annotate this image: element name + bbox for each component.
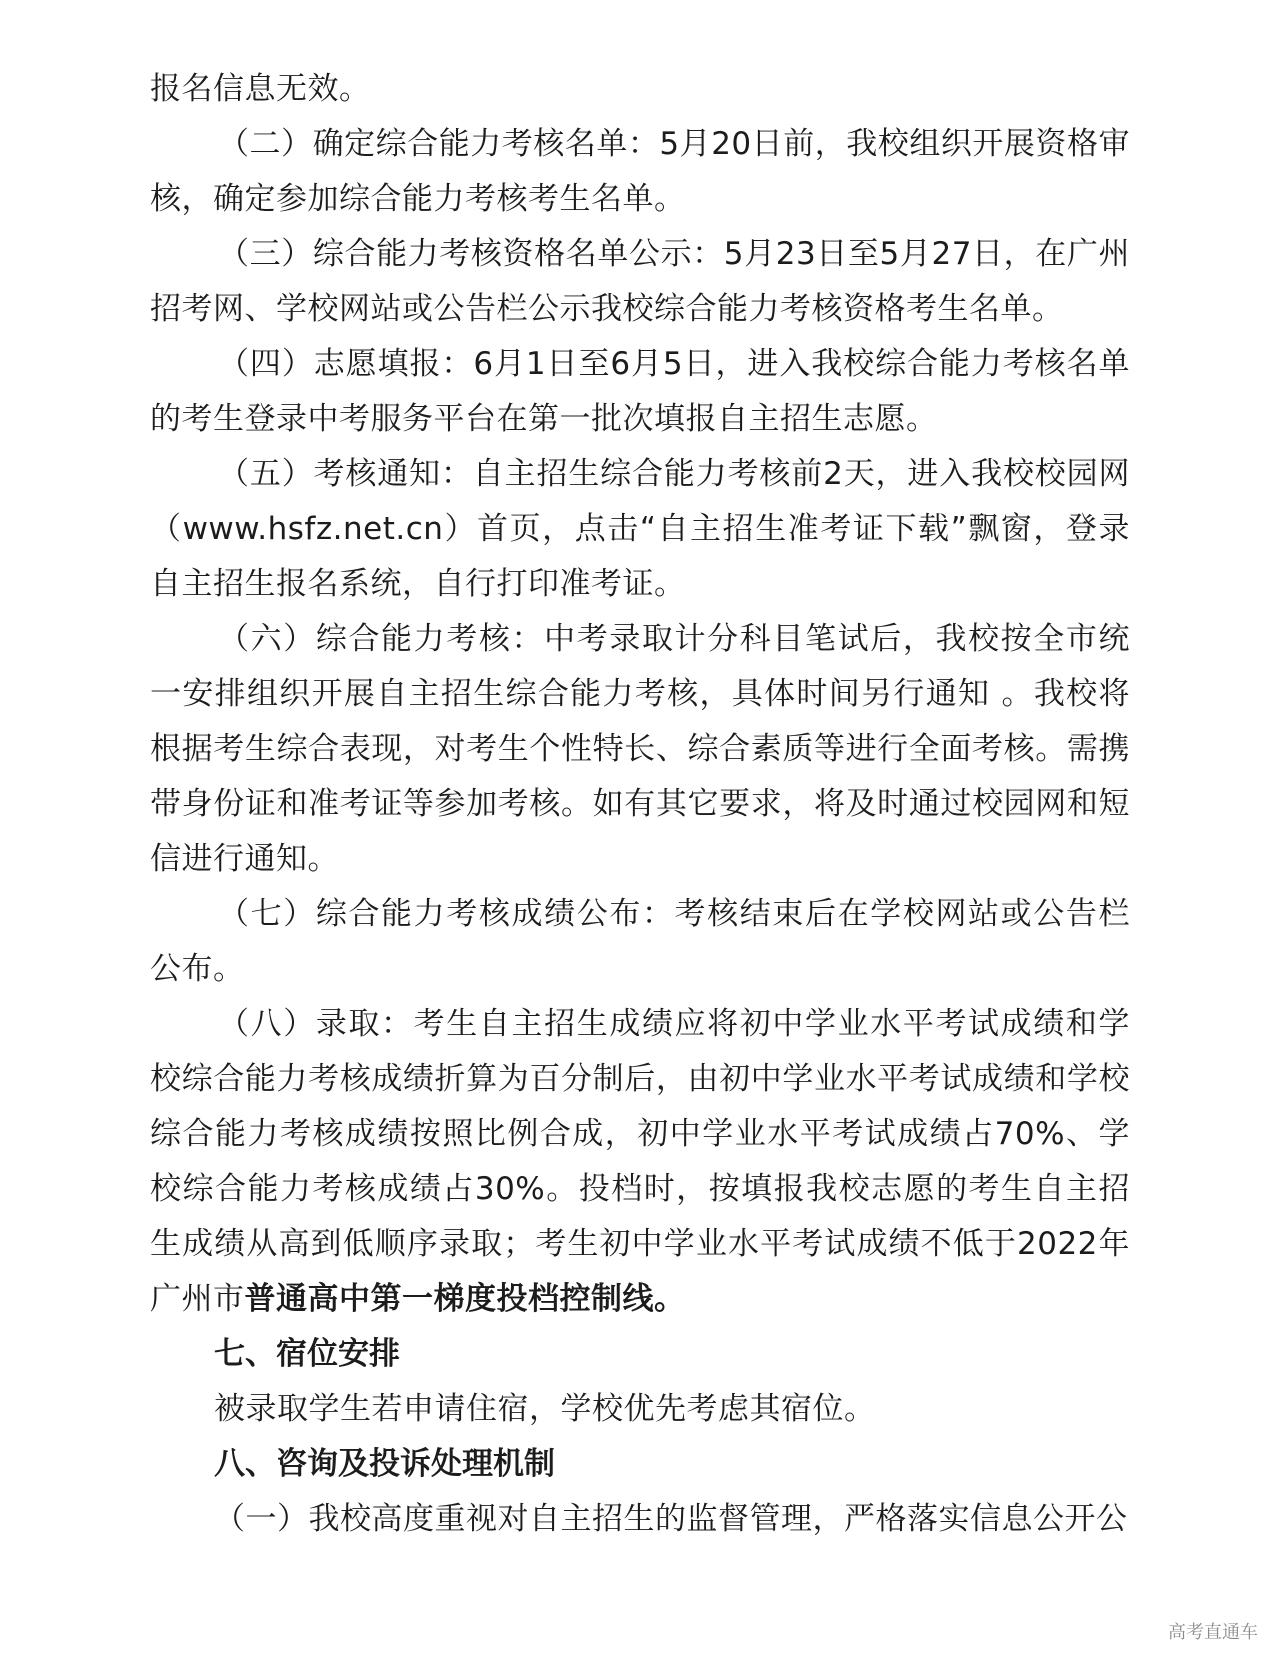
paragraph-item-8-bold-text: 普通高中第一梯度投档控制线。: [244, 1281, 686, 1317]
paragraph-item-4: （四）志愿填报：6月1日至6月5日，进入我校综合能力考核名单的考生登录中考服务平台在第一批次填报自主招生志愿。: [150, 346, 1130, 437]
paragraph-item-7: （七）综合能力考核成绩公布：考核结束后在学校网站或公告栏公布。: [150, 896, 1130, 987]
paragraph-item-5: （五）考核通知：自主招生综合能力考核前2天，进入我校校园网（www.hsfz.net.cn）首页，点击“自主招生准考证下载”飘窗，登录自主招生报名系统，自行打印准考证。: [150, 456, 1130, 602]
paragraph-item-6: （六）综合能力考核：中考录取计分科目笔试后，我校按全市统一安排组织开展自主招生综合能力考核，具体时间另行通知 。我校将根据考生综合表现，对考生个性特长、综合素质等进行全面考核。需携带身份证和准考证等参加考核。如有其它要求，将及时通过校园网和短信进行通知。: [150, 621, 1130, 877]
section-heading-8: 八、咨询及投诉处理机制: [214, 1446, 555, 1482]
paragraph-item-2: （二）确定综合能力考核名单：5月20日前，我校组织开展资格审核，确定参加综合能力考核考生名单。: [150, 126, 1130, 217]
paragraph-item-8-text: （八）录取：考生自主招生成绩应将初中学业水平考试成绩和学校综合能力考核成绩折算为百分制后，由初中学业水平考试成绩和学校综合能力考核成绩按照比例合成，初中学业水平考试成绩占70%、学校综合能力考核成绩占30%。投档时，按填报我校志愿的考生自主招生成绩从高到低顺序录取；考生初中学业水平考试成绩不低于2022年广州市: [150, 1006, 1130, 1317]
paragraph-item-8: [150, 997, 1130, 1327]
section-7-body: 被录取学生若申请住宿，学校优先考虑其宿位。: [214, 1391, 876, 1427]
document-page: [150, 62, 1130, 1547]
paragraph-continuation: 报名信息无效。: [150, 71, 371, 107]
paragraph-item-3: （三）综合能力考核资格名单公示：5月23日至5月27日，在广州招考网、学校网站或公告栏公示我校综合能力考核资格考生名单。: [150, 236, 1130, 327]
section-8-item-1: （一）我校高度重视对自主招生的监督管理，严格落实信息公开公: [214, 1501, 1128, 1537]
watermark-text: 高考直通车: [1168, 1622, 1258, 1643]
section-heading-7: 七、宿位安排: [214, 1336, 400, 1372]
